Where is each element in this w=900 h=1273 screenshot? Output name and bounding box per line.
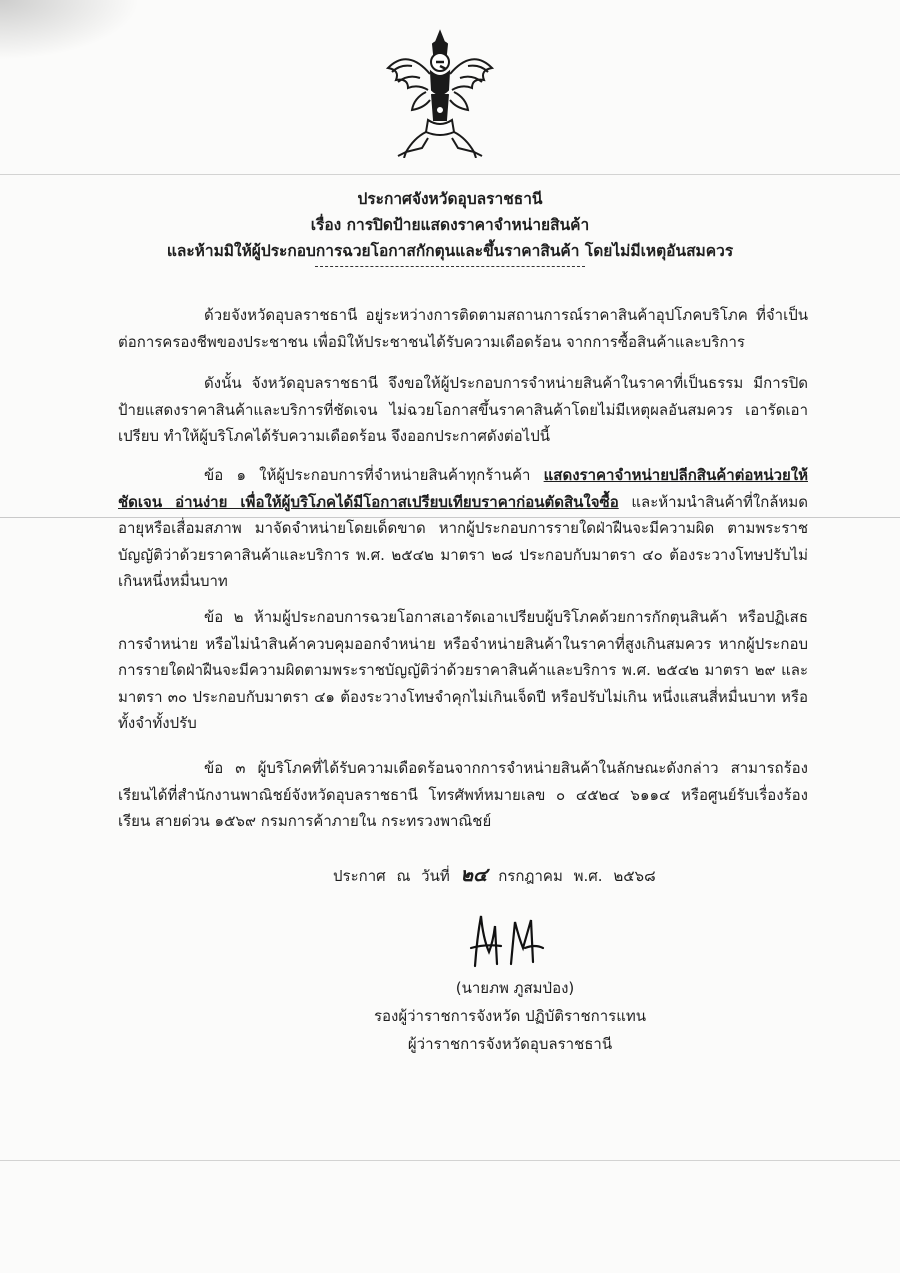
clause-2: ข้อ ๒ ห้ามผู้ประกอบการฉวยโอกาสเอารัดเอาเปรียบผู้บริโภคด้วยการกักตุนสินค้า หรือปฏิเสธการจำหน่าย หรือไม่นำสินค้าควบคุมออกจำหน่าย หรือจำหน่ายสินค้าในราคาที่สูงเกินสมควร หากผู้ประกอบการรายใดฝ่าฝืนจะมีความผิดตามพระราชบัญญัติว่าด้วยราคาสินค้าและบริการ พ.ศ. ๒๕๔๒ มาตรา ๒๙ และมาตรา ๓๐ ประกอบกับมาตรา ๔๑ ต้องระวางโทษจำคุกไม่เกินเจ็ดปี หรือปรับไม่เกิน หนึ่งแสนสี่หมื่นบาท หรือทั้งจำทั้งปรับ <box>118 608 808 732</box>
paragraph-therefore: ดังนั้น จังหวัดอุบลราชธานี จึงขอให้ผู้ประกอบการจำหน่ายสินค้าในราคาที่เป็นธรรม มีการปิดป้ายแสดงราคาสินค้าและบริการที่ชัดเจน ไม่ฉวยโอกาสขึ้นราคาสินค้าโดยไม่มีเหตุผลอันสมควร เอารัดเอาเปรียบ ทำให้ผู้บริโภคได้รับความเดือดร้อน จึงออกประกาศดังต่อไปนี้ <box>118 374 808 445</box>
clause-1-emphasis: แสดงราคาจำหน่ายปลีกสินค้าต่อหน่วยให้ชัดเจน อ่านง่าย เพื่อให้ผู้บริโภคได้มีโอกาสเปรียบเทียบราคาก่อนตัดสินใจซื้อ <box>118 466 808 511</box>
title-line-2: เรื่อง การปิดป้ายแสดงราคาจำหน่ายสินค้า <box>310 216 590 234</box>
clause-1 <box>118 462 808 595</box>
announcement-date: ประกาศ ณ วันที่ ๒๔ กรกฎาคม พ.ศ. ๒๕๖๘ <box>333 864 656 886</box>
scan-line-top <box>0 174 900 175</box>
title-line-1: ประกาศจังหวัดอุบลราชธานี <box>357 190 543 208</box>
signer-office: ผู้ว่าราชการจังหวัดอุบลราชธานี <box>407 1035 613 1053</box>
paragraph-intro: ด้วยจังหวัดอุบลราชธานี อยู่ระหว่างการติดตามสถานการณ์ราคาสินค้าอุปโภคบริโภค ที่จำเป็นต่อการครองชีพของประชาชน เพื่อมิให้ประชาชนได้รับความเดือดร้อน จากการซื้อสินค้าและบริการ <box>118 306 808 351</box>
title-line-3: และห้ามมิให้ผู้ประกอบการฉวยโอกาสกักตุนและขึ้นราคาสินค้า โดยไม่มีเหตุอันสมควร <box>166 242 734 260</box>
clause-3: ข้อ ๓ ผู้บริโภคที่ได้รับความเดือดร้อนจากการจำหน่ายสินค้าในลักษณะดังกล่าว สามารถร้องเรียนได้ที่สำนักงานพาณิชย์จังหวัดอุบลราชธานี โทรศัพท์หมายเลข ๐ ๔๕๒๔ ๖๑๑๔ หรือศูนย์รับเรื่องร้องเรียน สายด่วน ๑๕๖๙ กรมการค้าภายใน กระทรวงพาณิชย์ <box>118 759 808 830</box>
scan-shadow <box>0 0 140 60</box>
announcement-title <box>120 186 780 267</box>
signer-block <box>340 974 680 1058</box>
signer-name: (นายภพ ภูสมป่อง) <box>455 979 575 997</box>
handwritten-day: ๒๔ <box>460 864 488 886</box>
handwritten-signature <box>455 908 555 968</box>
title-divider <box>315 266 585 267</box>
signer-position: รองผู้ว่าราชการจังหวัด ปฏิบัติราชการแทน <box>373 1007 647 1025</box>
garuda-emblem <box>378 28 502 158</box>
clause-1-end: และห้ามนำสินค้าที่ใกล้หมดอายุหรือเสื่อมสภาพ มาจัดจำหน่ายโดยเด็ดขาด หากผู้ประกอบการรายใดฝ่าฝืนจะมีความผิด ตามพระราชบัญญัติว่าด้วยราคาสินค้าและบริการ พ.ศ. ๒๕๔๒ มาตรา ๒๘ ประกอบกับมาตรา ๔๐ ต้องระวางโทษปรับไม่เกินหนึ่งหมื่นบาท <box>118 492 808 590</box>
scan-line-bottom <box>0 1160 900 1161</box>
clause-1-start: ข้อ ๑ ให้ผู้ประกอบการที่จำหน่ายสินค้าทุกร้านค้า <box>204 466 544 484</box>
